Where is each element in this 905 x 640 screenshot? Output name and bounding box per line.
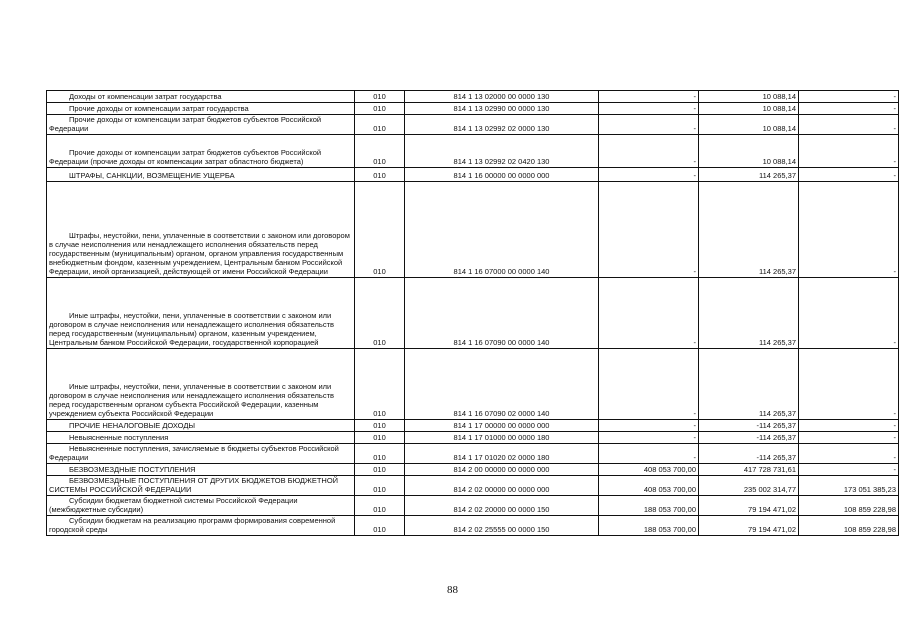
row-line-code: 010 — [355, 516, 405, 536]
revenue-table — [46, 90, 899, 536]
row-remaining: 108 859 228,98 — [799, 496, 899, 516]
row-planned: - — [599, 444, 699, 464]
row-line-code: 010 — [355, 476, 405, 496]
row-budget-code: 814 1 13 02000 00 0000 130 — [405, 91, 599, 103]
row-budget-code: 814 2 00 00000 00 0000 000 — [405, 464, 599, 476]
row-line-code: 010 — [355, 444, 405, 464]
row-name — [47, 420, 355, 432]
row-name-text: Иные штрафы, неустойки, пени, уплаченные в соответствии с законом или договором в случае неисполнения или ненадлежащего исполнения обязательств перед государственным (муниципальным) органом, казенным учреждением, Центральным банком Российской Федерации, государственной корпорацией — [49, 311, 334, 347]
row-planned: - — [599, 432, 699, 444]
row-executed: 114 265,37 — [699, 278, 799, 349]
table-row — [47, 91, 899, 103]
row-remaining: - — [799, 420, 899, 432]
row-budget-code: 814 1 17 00000 00 0000 000 — [405, 420, 599, 432]
row-planned: - — [599, 115, 699, 135]
row-remaining: - — [799, 278, 899, 349]
row-executed: -114 265,37 — [699, 444, 799, 464]
row-name-text: Доходы от компенсации затрат государства — [69, 92, 222, 101]
row-name-text: ПРОЧИЕ НЕНАЛОГОВЫЕ ДОХОДЫ — [69, 421, 196, 430]
row-executed: 114 265,37 — [699, 168, 799, 182]
row-executed: 10 088,14 — [699, 91, 799, 103]
page-number: 88 — [447, 584, 458, 596]
row-name — [47, 91, 355, 103]
row-line-code: 010 — [355, 349, 405, 420]
row-planned: - — [599, 420, 699, 432]
row-name — [47, 464, 355, 476]
row-executed: 417 728 731,61 — [699, 464, 799, 476]
table-row — [47, 496, 899, 516]
row-name-text: Невыясненные поступления — [69, 433, 169, 442]
row-name — [47, 278, 355, 349]
table-row — [47, 476, 899, 496]
row-executed: 10 088,14 — [699, 115, 799, 135]
table-row — [47, 168, 899, 182]
row-budget-code: 814 1 13 02992 02 0420 130 — [405, 135, 599, 168]
row-planned: 188 053 700,00 — [599, 516, 699, 536]
row-name-text: ШТРАФЫ, САНКЦИИ, ВОЗМЕЩЕНИЕ УЩЕРБА — [69, 171, 235, 180]
row-line-code: 010 — [355, 420, 405, 432]
row-planned: - — [599, 182, 699, 278]
table-row — [47, 278, 899, 349]
row-line-code: 010 — [355, 278, 405, 349]
row-planned: - — [599, 168, 699, 182]
row-executed: 10 088,14 — [699, 135, 799, 168]
row-executed: -114 265,37 — [699, 432, 799, 444]
table-row — [47, 135, 899, 168]
row-remaining: - — [799, 349, 899, 420]
row-remaining: - — [799, 444, 899, 464]
row-name-text: БЕЗВОЗМЕЗДНЫЕ ПОСТУПЛЕНИЯ — [69, 465, 196, 474]
row-executed: 79 194 471,02 — [699, 496, 799, 516]
row-name — [47, 444, 355, 464]
row-line-code: 010 — [355, 103, 405, 115]
table-row — [47, 115, 899, 135]
row-name — [47, 516, 355, 536]
row-name-text: Невыясненные поступления, зачисляемые в бюджеты субъектов Российской Федерации — [49, 444, 339, 462]
row-name-text: Иные штрафы, неустойки, пени, уплаченные в соответствии с законом или договором в случае неисполнения или ненадлежащего исполнения обязательств перед государственным органом субъекта Российской Федерации, казенным учреждением субъекта Российской Федерации — [49, 382, 334, 418]
row-line-code: 010 — [355, 432, 405, 444]
table-row — [47, 444, 899, 464]
row-remaining: 108 859 228,98 — [799, 516, 899, 536]
table-row — [47, 516, 899, 536]
row-remaining: - — [799, 135, 899, 168]
row-budget-code: 814 1 16 07000 00 0000 140 — [405, 182, 599, 278]
row-name-text: БЕЗВОЗМЕЗДНЫЕ ПОСТУПЛЕНИЯ ОТ ДРУГИХ БЮДЖЕТОВ БЮДЖЕТНОЙ СИСТЕМЫ РОССИЙСКОЙ ФЕДЕРАЦИИ — [49, 476, 339, 494]
row-line-code: 010 — [355, 182, 405, 278]
row-planned: - — [599, 135, 699, 168]
row-name — [47, 115, 355, 135]
row-name — [47, 135, 355, 168]
row-executed: 10 088,14 — [699, 103, 799, 115]
row-remaining: - — [799, 168, 899, 182]
row-planned: 408 053 700,00 — [599, 476, 699, 496]
row-name-text: Субсидии бюджетам на реализацию программ формирования современной городской среды — [49, 516, 336, 534]
row-remaining: - — [799, 182, 899, 278]
row-remaining: 173 051 385,23 — [799, 476, 899, 496]
row-name — [47, 496, 355, 516]
table-row — [47, 464, 899, 476]
row-budget-code: 814 2 02 20000 00 0000 150 — [405, 496, 599, 516]
revenue-table-body — [47, 91, 899, 536]
table-row — [47, 182, 899, 278]
table-row — [47, 103, 899, 115]
row-executed: 114 265,37 — [699, 182, 799, 278]
row-budget-code: 814 2 02 25555 00 0000 150 — [405, 516, 599, 536]
row-name — [47, 168, 355, 182]
row-name — [47, 349, 355, 420]
row-name — [47, 432, 355, 444]
row-name-text: Штрафы, неустойки, пени, уплаченные в соответствии с законом или договором в случае неисполнения или ненадлежащего исполнения обязательств перед государственным (муниципальным) органом, органом управления государственным внебюджетным фондом, казенным учреждением, Центральным банком Российской Федерации, иной организацией, действующей от имени Российской Федерации — [49, 231, 350, 276]
row-name — [47, 182, 355, 278]
row-budget-code: 814 1 13 02992 02 0000 130 — [405, 115, 599, 135]
row-line-code: 010 — [355, 168, 405, 182]
row-line-code: 010 — [355, 464, 405, 476]
row-budget-code: 814 1 13 02990 00 0000 130 — [405, 103, 599, 115]
row-name — [47, 103, 355, 115]
row-executed: 79 194 471,02 — [699, 516, 799, 536]
row-executed: -114 265,37 — [699, 420, 799, 432]
row-budget-code: 814 1 17 01020 02 0000 180 — [405, 444, 599, 464]
row-budget-code: 814 1 16 00000 00 0000 000 — [405, 168, 599, 182]
row-planned: - — [599, 91, 699, 103]
row-line-code: 010 — [355, 115, 405, 135]
table-row — [47, 349, 899, 420]
row-planned: - — [599, 103, 699, 115]
row-executed: 235 002 314,77 — [699, 476, 799, 496]
row-name-text: Прочие доходы от компенсации затрат государства — [69, 104, 249, 113]
row-planned: 188 053 700,00 — [599, 496, 699, 516]
row-line-code: 010 — [355, 135, 405, 168]
row-budget-code: 814 2 02 00000 00 0000 000 — [405, 476, 599, 496]
row-line-code: 010 — [355, 91, 405, 103]
row-budget-code: 814 1 17 01000 00 0000 180 — [405, 432, 599, 444]
table-row — [47, 420, 899, 432]
row-planned: - — [599, 278, 699, 349]
row-name — [47, 476, 355, 496]
row-budget-code: 814 1 16 07090 00 0000 140 — [405, 278, 599, 349]
row-budget-code: 814 1 16 07090 02 0000 140 — [405, 349, 599, 420]
row-remaining: - — [799, 91, 899, 103]
row-name-text: Субсидии бюджетам бюджетной системы Российской Федерации (межбюджетные субсидии) — [49, 496, 298, 514]
row-executed: 114 265,37 — [699, 349, 799, 420]
row-remaining: - — [799, 464, 899, 476]
row-remaining: - — [799, 103, 899, 115]
row-remaining: - — [799, 115, 899, 135]
row-line-code: 010 — [355, 496, 405, 516]
row-name-text: Прочие доходы от компенсации затрат бюджетов субъектов Российской Федерации — [49, 115, 322, 133]
row-planned: 408 053 700,00 — [599, 464, 699, 476]
row-planned: - — [599, 349, 699, 420]
row-remaining: - — [799, 432, 899, 444]
row-name-text: Прочие доходы от компенсации затрат бюджетов субъектов Российской Федерации (прочие доходы от компенсации затрат областного бюджета) — [49, 148, 322, 166]
table-row — [47, 432, 899, 444]
